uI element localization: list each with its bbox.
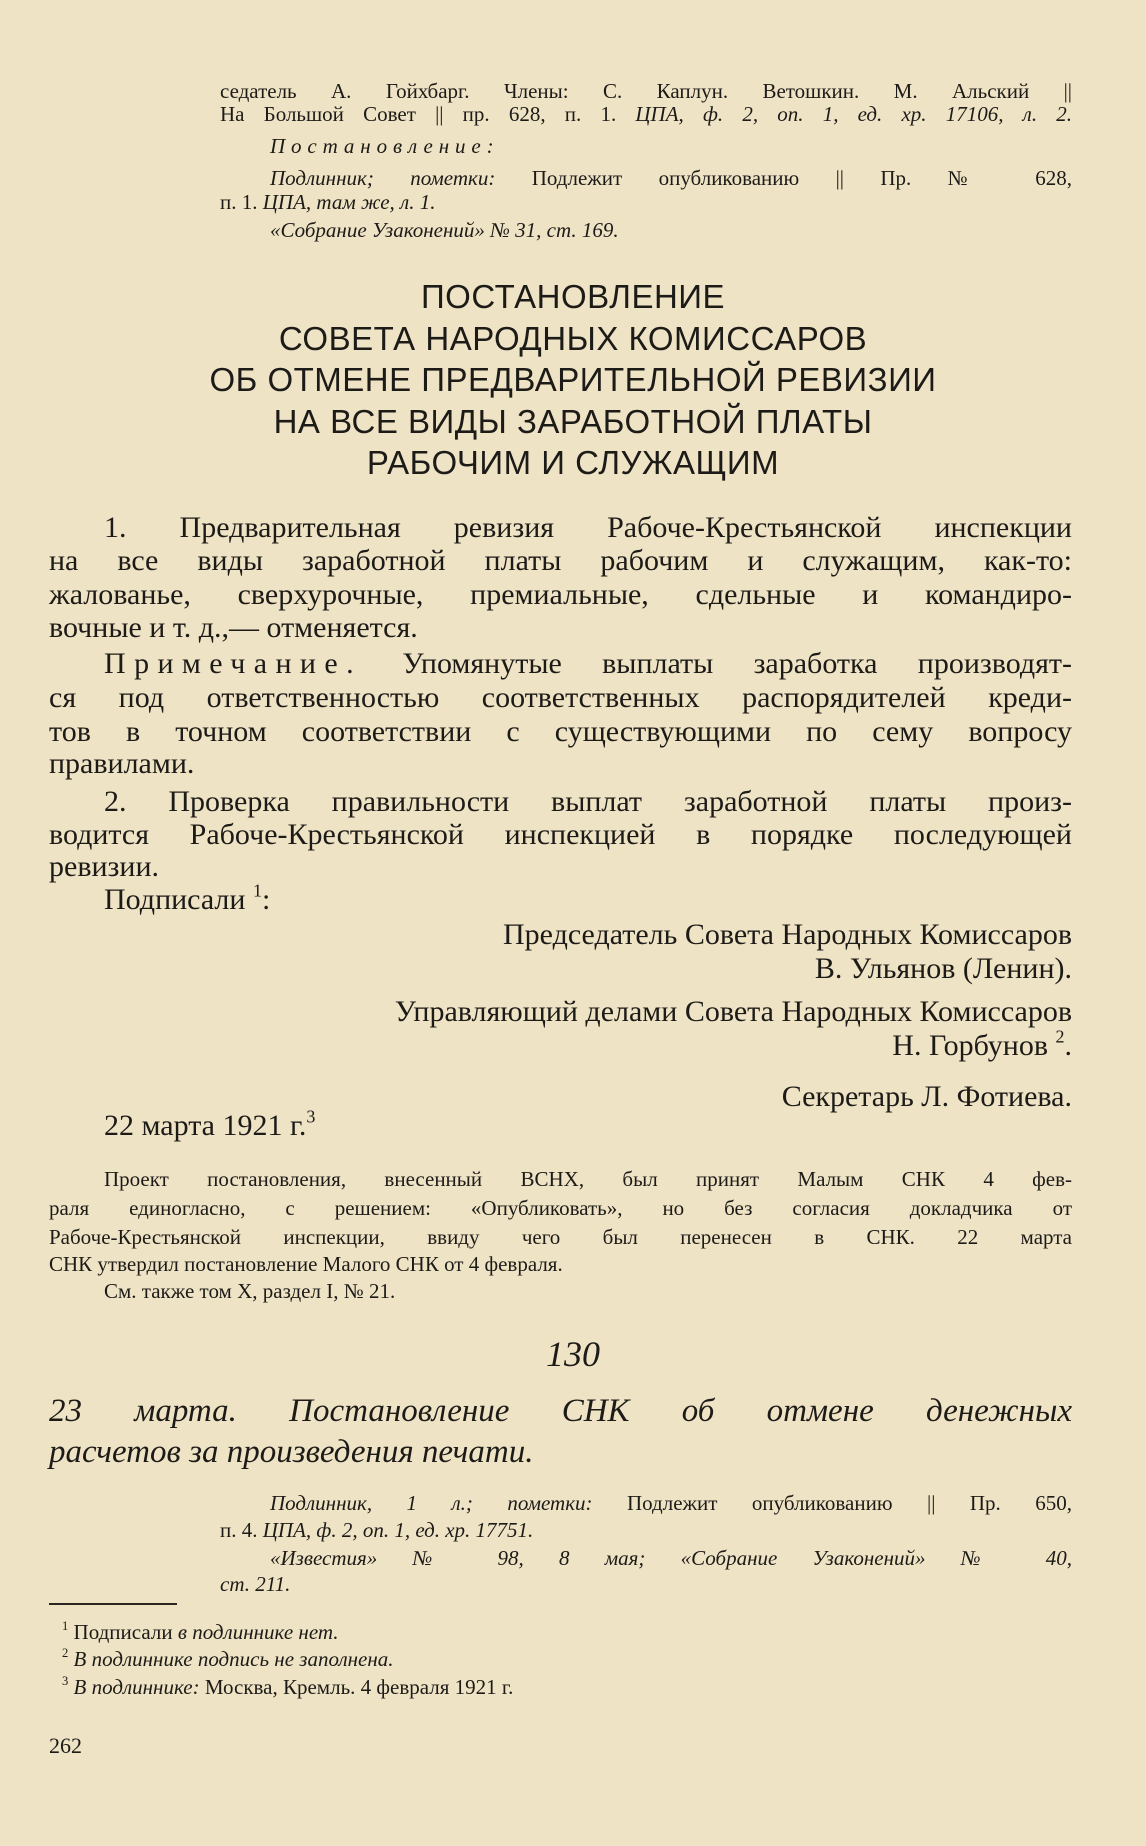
text-run: ЦПА, ф. 2, оп. 1, ед. хр. 17106, л. 2. — [635, 102, 1073, 126]
footnotes-line — [62, 1620, 1062, 1645]
text-run: водится Рабоче-Крестьянской инспекцией в порядке последующей — [49, 818, 1072, 851]
text-run: Подлинник; пометки: — [270, 166, 532, 190]
text-run: вочные и т. д.,— отменяется. — [49, 611, 418, 644]
text-run: жалованье, сверхурочные, премиальные, сдельные и командиро- — [49, 578, 1072, 611]
body-line — [49, 681, 1072, 715]
footnote-ref: 1 — [62, 1619, 69, 1634]
text-run: раля единогласно, с решением: «Опубликовать», но без согласия докладчика от — [49, 1196, 1072, 1220]
body-line — [49, 578, 1072, 612]
text-run: п. 4. — [220, 1518, 263, 1542]
header-line — [220, 102, 1072, 127]
footnotes-line — [62, 1647, 1062, 1672]
body-line — [104, 785, 1072, 819]
header-line — [270, 166, 1072, 191]
note-line — [49, 1196, 1072, 1221]
text-run: Постановление: — [270, 134, 500, 158]
text-run: Подлинник, 1 л.; пометки: — [270, 1491, 627, 1515]
text-run: п. 1. — [220, 190, 263, 214]
text-run: Н. Горбунов — [892, 1029, 1056, 1062]
text-run: Упомянутые выплаты заработка производят- — [362, 647, 1072, 680]
text-run: «Известия» № 98, 8 мая; «Собрание Узаконений» № 40, — [270, 1546, 1072, 1570]
text-run: ЦПА, ф. 2, оп. 1, ед. хр. 17751. — [262, 1518, 534, 1542]
text-run: Подлежит опубликованию || Пр. 650, — [626, 1491, 1072, 1515]
title-line: ПОСТАНОВЛЕНИЕ — [420, 278, 726, 315]
footnote-ref: 3 — [62, 1674, 69, 1689]
text-run: седатель А. Гойхбарг. Члены: С. Каплун. Ветошкин. М. Альский || — [220, 79, 1072, 103]
text-run: : — [261, 883, 271, 916]
body-line — [49, 1026, 1072, 1063]
title-line: СОВЕТА НАРОДНЫХ КОМИССАРОВ — [278, 319, 868, 357]
body-line — [49, 611, 1072, 645]
text-run: 2. Проверка правильности выплат заработной платы произ- — [104, 785, 1072, 818]
text-run: . — [1064, 1029, 1072, 1062]
note-line — [104, 1279, 1072, 1304]
text-run: В подлиннике подпись не заполнена. — [73, 1647, 394, 1671]
text-run: расчетов за произведения печати. — [49, 1434, 534, 1470]
text-run: См. также том X, раздел I, № 21. — [104, 1279, 396, 1303]
footnote-ref: 1 — [252, 880, 262, 901]
body-line — [49, 747, 1072, 781]
footnote-divider — [49, 1603, 177, 1605]
text-run: В. Ульянов (Ленин). — [814, 952, 1072, 985]
body-line — [104, 880, 1072, 917]
page-number: 262 — [49, 1733, 82, 1758]
text-run: на все виды заработной платы рабочим и служащим, как-то: — [49, 544, 1072, 577]
body-line — [49, 818, 1072, 852]
text-run: 22 марта 1921 г. — [104, 1109, 307, 1142]
title-line: ОБ ОТМЕНЕ ПРЕДВАРИТЕЛЬНОЙ РЕВИЗИИ — [209, 361, 937, 398]
text-run: Управляющий делами Совета Народных Комиссаров — [394, 995, 1072, 1028]
text-run: На Большой Совет || пр. 628, п. 1. — [220, 102, 636, 126]
source-line — [220, 1518, 1072, 1543]
body-line — [49, 918, 1072, 952]
text-run: ст. 211. — [220, 1572, 291, 1596]
text-run: Секретарь Л. Фотиева. — [781, 1080, 1072, 1113]
text-run: ЦПА, там же, л. 1. — [262, 190, 436, 214]
text-run: Примечание. — [104, 647, 363, 680]
source-line — [270, 1546, 1072, 1571]
header-line — [270, 134, 1072, 159]
body-line — [49, 544, 1072, 578]
text-run: 23 марта. Постановление СНК об отмене денежных — [49, 1393, 1072, 1429]
body-line — [49, 952, 1072, 986]
note-line — [49, 1225, 1072, 1250]
footnote-ref: 3 — [306, 1106, 316, 1127]
document-number: 130 — [546, 1334, 600, 1374]
text-run: Председатель Совета Народных Комиссаров — [503, 918, 1072, 951]
text-run: 1. Предварительная ревизия Рабоче-Крестьянской инспекции — [104, 511, 1072, 544]
text-run: ревизии. — [49, 850, 159, 883]
body-line — [49, 715, 1072, 749]
text-run: Подписали — [68, 1620, 178, 1644]
heading-line — [49, 1393, 1072, 1430]
body-line — [49, 995, 1072, 1029]
text-run: ся под ответственностью соответственных распорядителей креди- — [49, 681, 1072, 714]
footnote-ref: 2 — [1055, 1026, 1065, 1047]
header-line — [220, 190, 1072, 215]
body-line — [104, 647, 1072, 681]
header-line — [220, 79, 1072, 104]
text-run: Подписали — [104, 883, 253, 916]
text-run: в подлиннике нет. — [177, 1620, 339, 1644]
text-run: «Собрание Узаконений» № 31, ст. 169. — [270, 218, 619, 242]
footnote-ref: 2 — [62, 1646, 69, 1661]
text-run: Проект постановления, внесенный ВСНХ, был принят Малым СНК 4 фев- — [104, 1167, 1072, 1191]
note-line — [104, 1167, 1072, 1192]
heading-line — [49, 1434, 1072, 1471]
text-run: тов в точном соответствии с существующими по сему вопросу — [49, 715, 1072, 748]
title-line: НА ВСЕ ВИДЫ ЗАРАБОТНОЙ ПЛАТЫ — [273, 402, 873, 440]
title-line: РАБОЧИМ И СЛУЖАЩИМ — [366, 444, 780, 481]
source-line — [220, 1572, 1072, 1597]
source-line — [270, 1491, 1072, 1516]
note-line — [49, 1252, 1072, 1277]
header-line — [270, 218, 1072, 243]
text-run: СНК утвердил постановление Малого СНК от 4 февраля. — [49, 1252, 563, 1276]
body-line — [104, 1106, 1072, 1143]
text-run: Подлежит опубликованию || Пр. № 628, — [531, 166, 1072, 190]
body-line — [104, 511, 1072, 545]
body-line — [49, 850, 1072, 884]
text-run: В подлиннике: — [73, 1675, 205, 1699]
text-run: правилами. — [49, 747, 195, 780]
footnotes-line — [62, 1675, 1062, 1700]
text-run: Москва, Кремль. 4 февраля 1921 г. — [204, 1675, 514, 1699]
text-run: Рабоче-Крестьянской инспекции, ввиду чего был перенесен в СНК. 22 марта — [49, 1225, 1072, 1249]
